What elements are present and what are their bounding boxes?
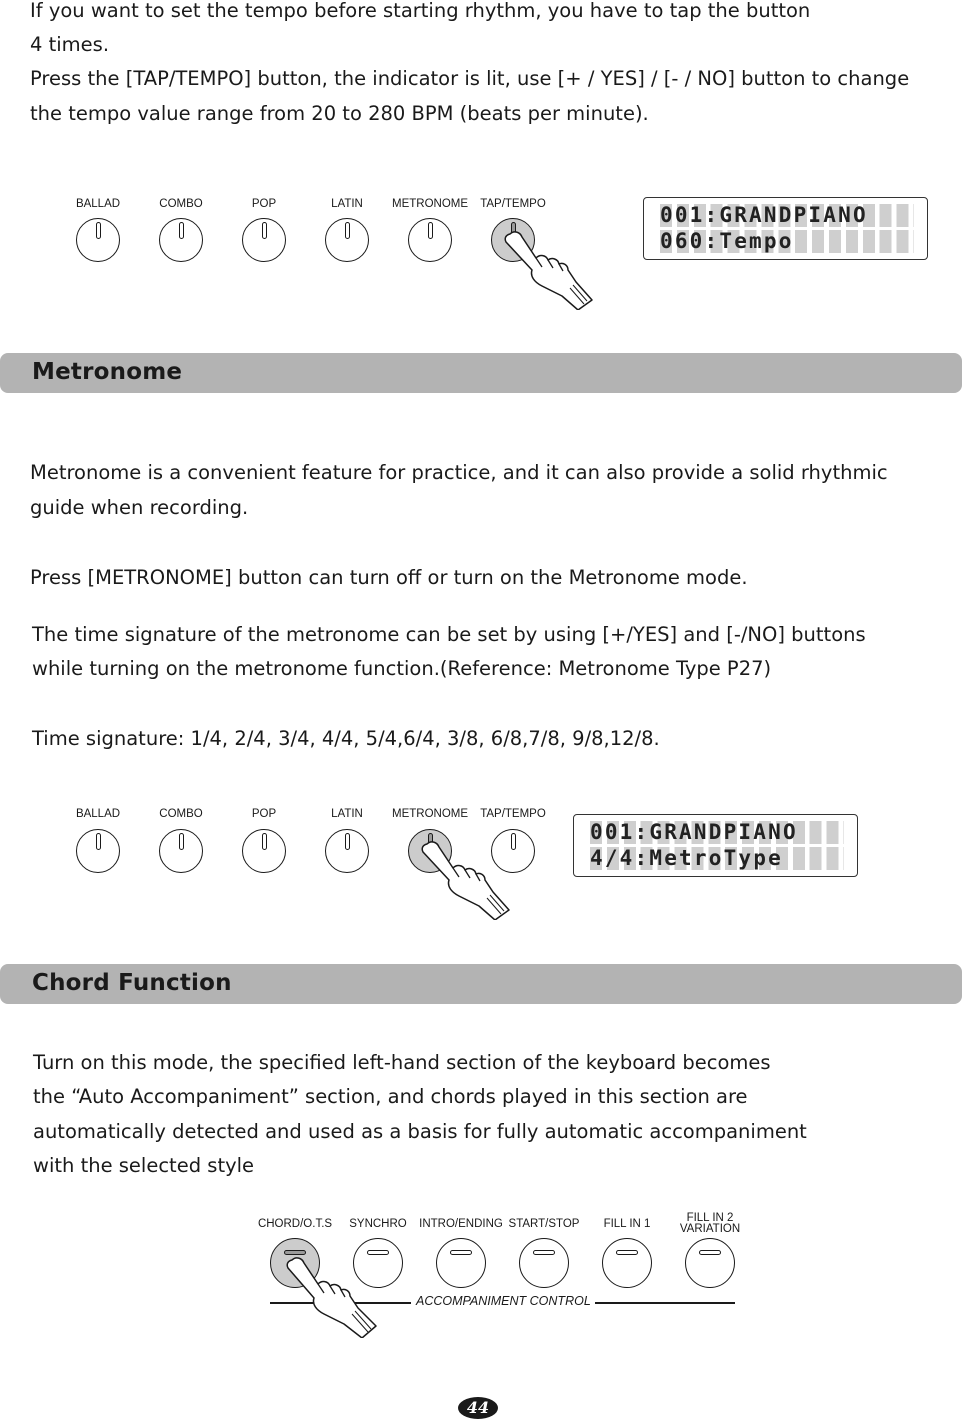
chord-line-3: automatically detected and used as a basis for fully automatic accompaniment [33,1120,807,1143]
metronome-label: METRONOME [391,198,469,210]
lcd-display [643,197,928,260]
ballad-label: BALLAD [75,808,121,820]
tap-tempo-label: TAP/TEMPO [480,808,546,820]
metronome-section-header [0,353,962,393]
pop-label: POP [251,198,277,210]
lcd-line-2: 4/4:MetroType [590,847,844,870]
variation-label: VARIATION [679,1223,741,1235]
tempo-line-4: the tempo value range from 20 to 280 BPM (beats per minute). [30,102,649,125]
chord-function-heading: Chord Function [32,970,232,996]
fill-in-1-button[interactable] [602,1238,652,1288]
pop-button[interactable] [242,829,286,873]
combo-button[interactable] [159,829,203,873]
tempo-line-2: 4 times. [30,33,110,56]
metronome-signature-line-1: The time signature of the metronome can be set by using [+/YES] and [-/NO] buttons [32,623,866,646]
pointing-hand-icon [496,226,596,310]
lcd-line-2: 060:Tempo [660,230,914,253]
intro-ending-label: INTRO/ENDING [419,1218,503,1230]
start-stop-label: START/STOP [508,1218,580,1230]
ballad-label: BALLAD [75,198,121,210]
metronome-label: METRONOME [391,808,469,820]
intro-ending-button[interactable] [436,1238,486,1288]
synchro-label: SYNCHRO [349,1218,407,1230]
lcd-line-1: 001:GRANDPIANO [660,204,914,227]
metronome-intro-line-2: guide when recording. [30,496,249,519]
accompaniment-control-label: ACCOMPANIMENT CONTROL [416,1294,591,1308]
latin-label: LATIN [331,198,363,210]
chord-line-2: the “Auto Accompaniment” section, and chords played in this section are [33,1085,748,1108]
latin-button[interactable] [325,218,369,262]
group-line-right [595,1302,735,1304]
metronome-intro-line-1: Metronome is a convenient feature for practice, and it can also provide a solid rhythmic [30,461,888,484]
chord-function-section-header [0,964,962,1004]
chord-line-1: Turn on this mode, the specified left-hand section of the keyboard becomes [33,1051,771,1074]
pop-label: POP [251,808,277,820]
time-signature-list: Time signature: 1/4, 2/4, 3/4, 4/4, 5/4,6/4, 3/8, 6/8,7/8, 9/8,12/8. [32,727,660,750]
combo-label: COMBO [159,808,203,820]
metronome-press-text: Press [METRONOME] button can turn off or turn on the Metronome mode. [30,566,748,589]
combo-label: COMBO [159,198,203,210]
tap-tempo-label: TAP/TEMPO [480,198,546,210]
pointing-hand-icon [413,836,513,920]
metronome-signature-line-2: while turning on the metronome function.(Reference: Metronome Type P27) [32,657,772,680]
lcd-line-1: 001:GRANDPIANO [590,821,844,844]
page-number: 44 [458,1397,498,1419]
tempo-line-3: Press the [TAP/TEMPO] button, the indicator is lit, use [+ / YES] / [- / NO] button to change [30,67,910,90]
chord-line-4: with the selected style [33,1154,255,1177]
chord-ots-label: CHORD/O.T.S [257,1218,333,1230]
ballad-button[interactable] [76,218,120,262]
pop-button[interactable] [242,218,286,262]
metronome-button[interactable] [408,218,452,262]
lcd-display [573,814,858,877]
latin-label: LATIN [331,808,363,820]
tempo-line-1: If you want to set the tempo before starting rhythm, you have to tap the button [30,0,811,22]
combo-button[interactable] [159,218,203,262]
fill-in-1-label: FILL IN 1 [603,1218,651,1230]
fill-in-2-label: FILL IN 2 [686,1212,734,1224]
fill-in-2-variation-button[interactable] [685,1238,735,1288]
ballad-button[interactable] [76,829,120,873]
pointing-hand-icon [276,1252,386,1338]
metronome-heading: Metronome [32,359,183,385]
start-stop-button[interactable] [519,1238,569,1288]
latin-button[interactable] [325,829,369,873]
